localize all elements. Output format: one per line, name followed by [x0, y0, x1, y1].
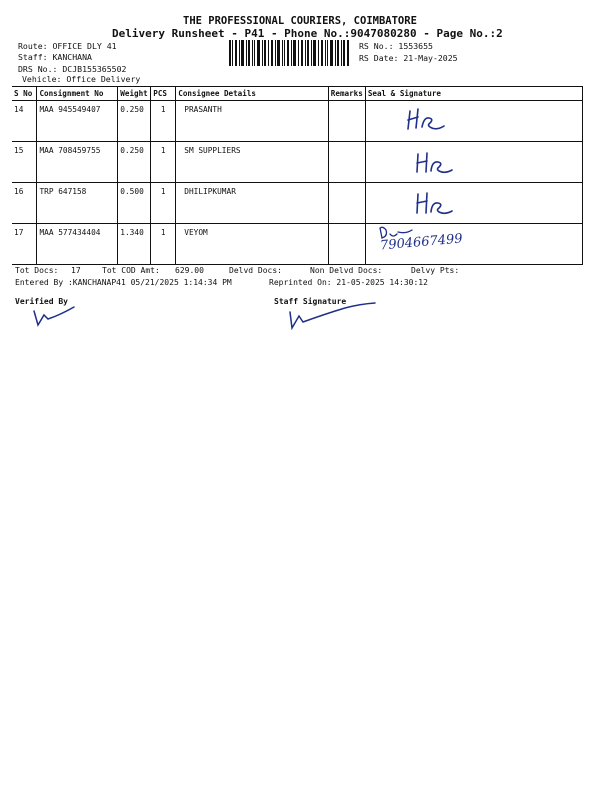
col-remarks: Remarks [328, 87, 365, 101]
row-sno: 16 [12, 183, 37, 224]
verified-by-label: Verified By [15, 297, 68, 306]
row-remarks [328, 224, 365, 265]
tot-cod-value: 629.00 [175, 266, 204, 275]
row-consignment: MAA 577434404 [37, 224, 118, 265]
staff-signature-label: Staff Signature [274, 297, 347, 306]
vehicle-label: Vehicle: Office Delivery [22, 74, 141, 84]
row-remarks [328, 101, 365, 142]
row-pcs: 1 [151, 101, 176, 142]
row-pcs: 1 [151, 224, 176, 265]
col-weight: Weight [118, 87, 151, 101]
row-consignee: PRASANTH [176, 101, 329, 142]
tot-docs-label: Tot Docs: [15, 266, 59, 275]
row-remarks [328, 183, 365, 224]
handwritten-phone: 7904667499 [379, 231, 464, 254]
col-consignee: Consignee Details [176, 87, 329, 101]
tot-docs-value: 17 [71, 266, 81, 275]
row-signature-cell [365, 142, 582, 183]
row-weight: 1.340 [118, 224, 151, 265]
rs-date: RS Date: 21-May-2025 [359, 53, 458, 63]
row-consignee: SM SUPPLIERS [176, 142, 329, 183]
row-signature-cell [365, 101, 582, 142]
handwritten-signature [412, 148, 462, 178]
table-row [12, 142, 583, 183]
col-sno: S No [12, 87, 37, 101]
row-sno: 14 [12, 101, 37, 142]
row-weight: 0.500 [118, 183, 151, 224]
row-consignment: MAA 708459755 [37, 142, 118, 183]
runsheet-table [12, 86, 583, 265]
handwritten-signature [412, 189, 462, 219]
handwritten-signature [404, 103, 454, 133]
verified-by-signature [30, 305, 80, 329]
row-remarks [328, 142, 365, 183]
row-pcs: 1 [151, 142, 176, 183]
col-pcs: PCS [151, 87, 176, 101]
rs-number: RS No.: 1553655 [359, 41, 433, 51]
row-signature-cell [365, 183, 582, 224]
delvy-pts-label: Delvy Pts: [411, 266, 460, 275]
tot-cod-label: Tot COD Amt: [102, 266, 160, 275]
row-weight: 0.250 [118, 142, 151, 183]
reprinted-on: Reprinted On: 21-05-2025 14:30:12 [269, 278, 428, 287]
table-row [12, 101, 583, 142]
col-signature: Seal & Signature [365, 87, 582, 101]
drs-number: DRS No.: DCJB155365502 [18, 64, 127, 74]
runsheet-title: Delivery Runsheet - P41 - Phone No.:9047080280 - Page No.:2 [112, 27, 503, 40]
row-consignee: VEYOM [176, 224, 329, 265]
table-row [12, 183, 583, 224]
row-consignment: TRP 647158 [37, 183, 118, 224]
row-pcs: 1 [151, 183, 176, 224]
row-sno: 17 [12, 224, 37, 265]
route-label: Route: OFFICE DLY 41 [18, 41, 117, 51]
staff-label: Staff: KANCHANA [18, 52, 92, 62]
row-sno: 15 [12, 142, 37, 183]
company-title: THE PROFESSIONAL COURIERS, COIMBATORE [183, 15, 417, 27]
row-consignment: MAA 945549407 [37, 101, 118, 142]
row-weight: 0.250 [118, 101, 151, 142]
non-delvd-docs-label: Non Delvd Docs: [310, 266, 383, 275]
entered-by: Entered By :KANCHANAP41 05/21/2025 1:14:34 PM [15, 278, 232, 287]
staff-signature-mark [285, 298, 380, 330]
row-signature-cell [365, 224, 582, 265]
table-header-row [12, 87, 583, 101]
col-consignment: Consignment No [37, 87, 118, 101]
delvd-docs-label: Delvd Docs: [229, 266, 282, 275]
row-consignee: DHILIPKUMAR [176, 183, 329, 224]
table-row [12, 224, 583, 265]
barcode [229, 40, 349, 66]
